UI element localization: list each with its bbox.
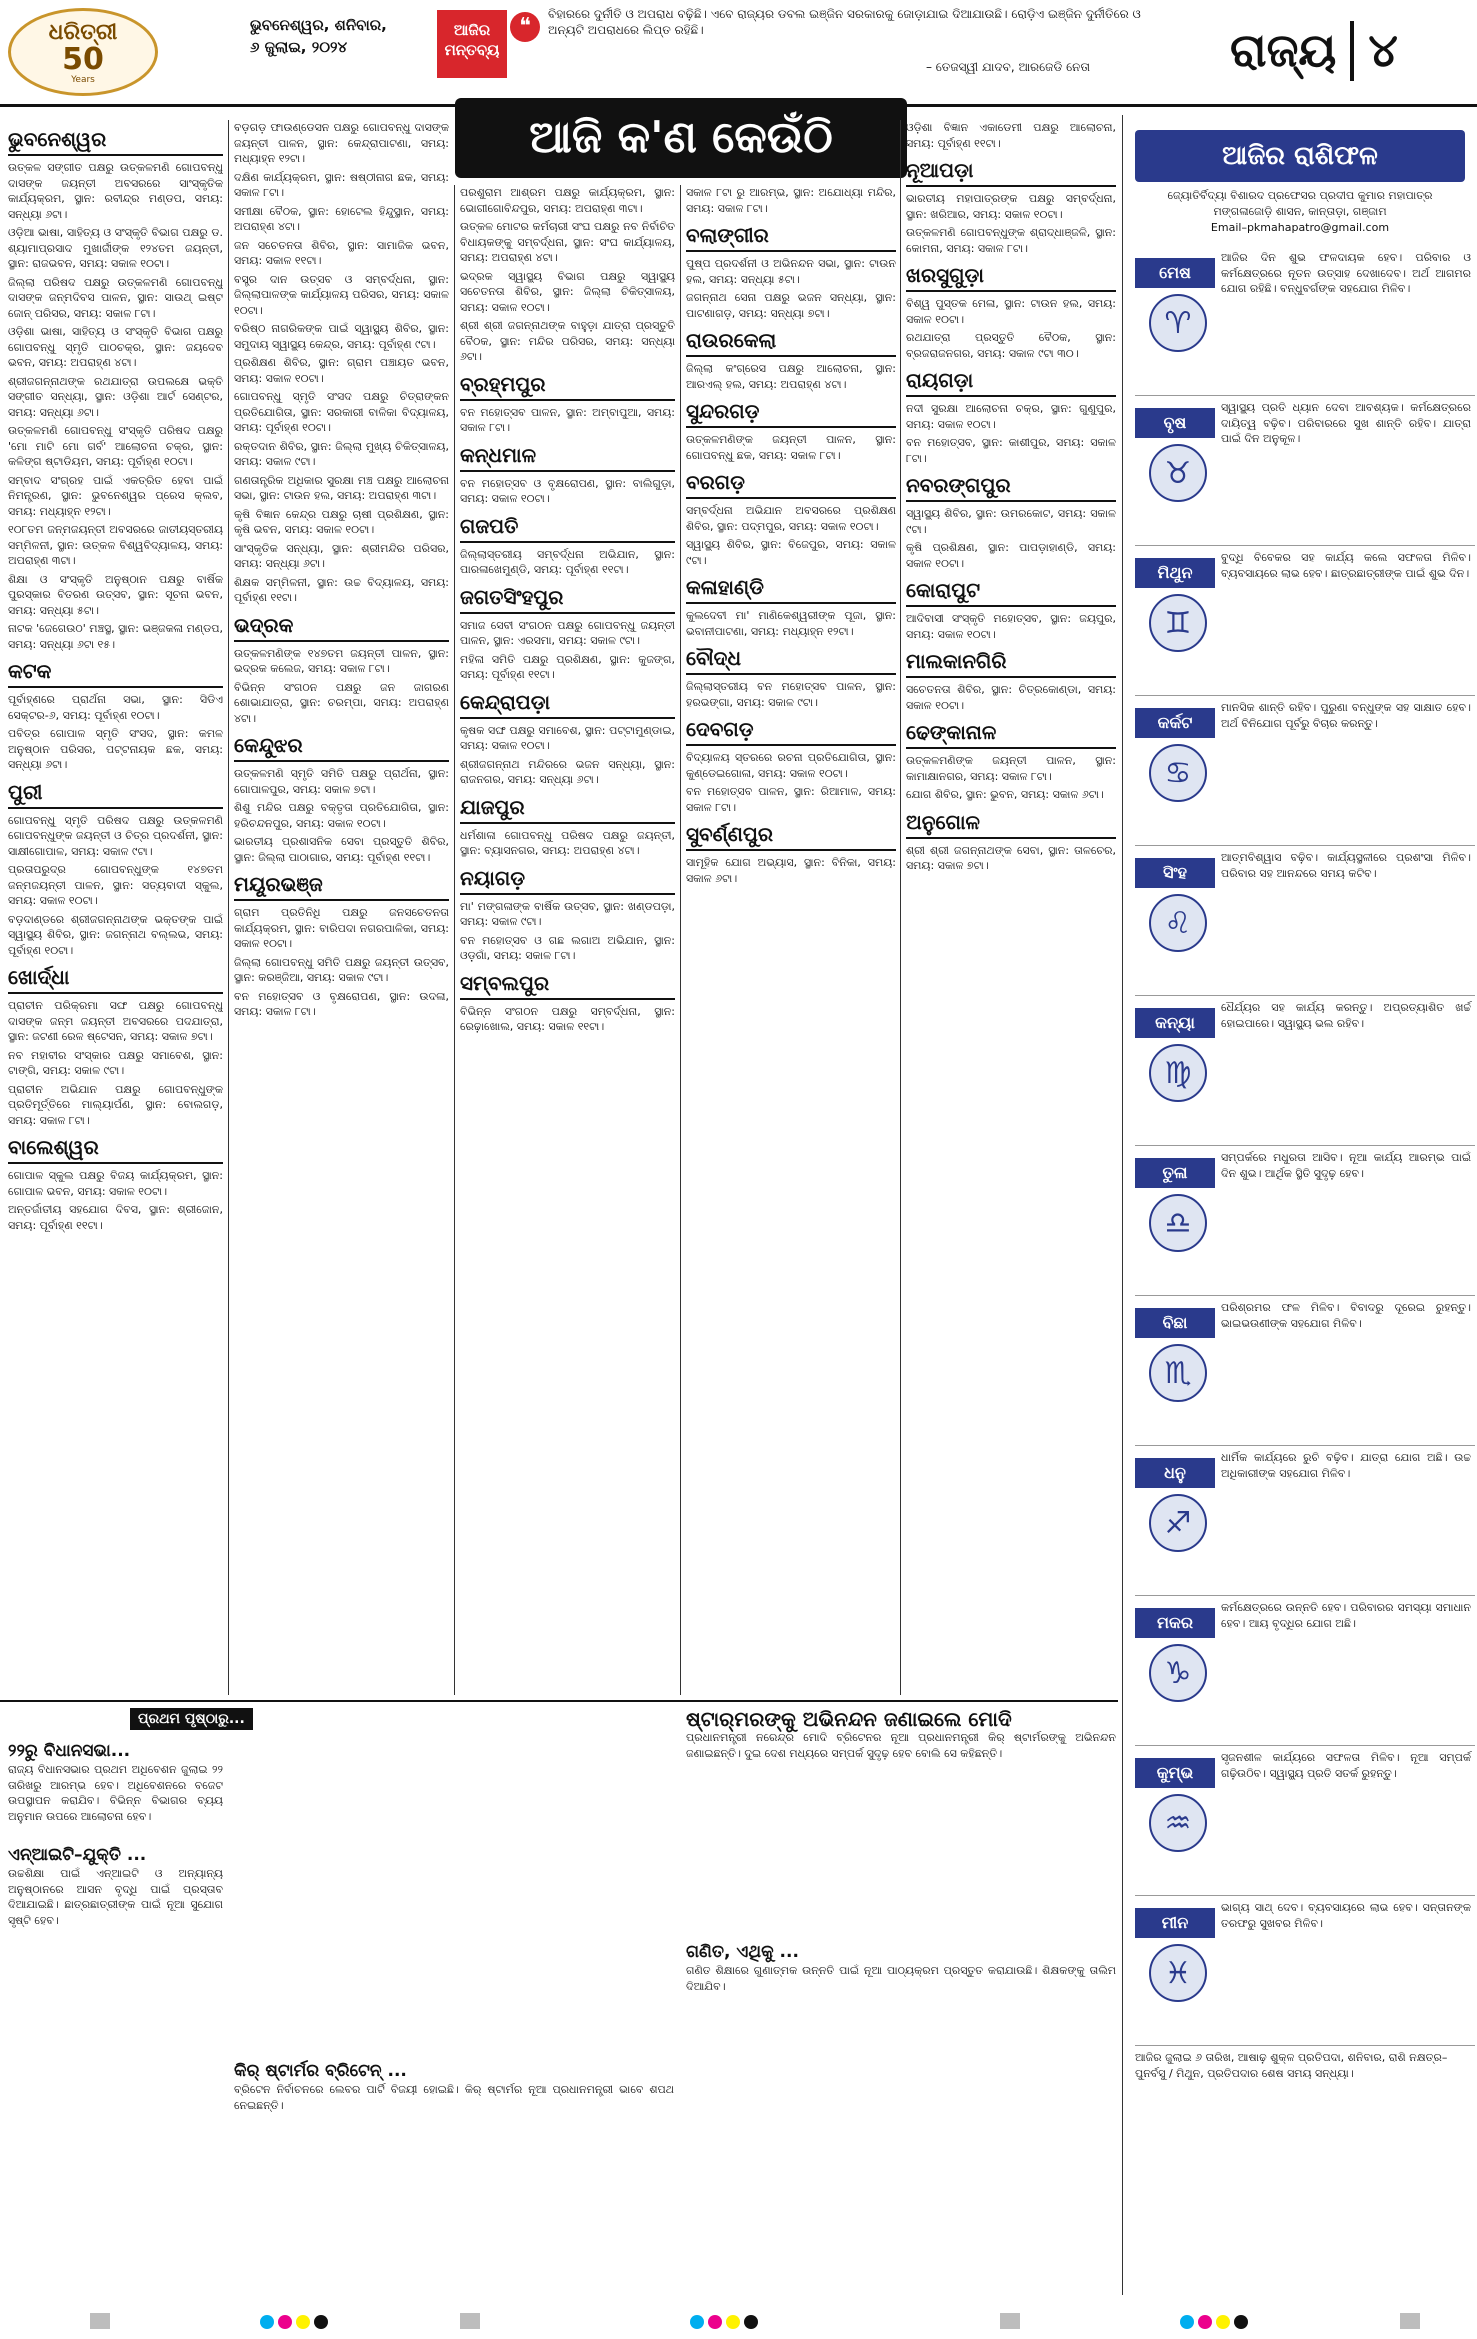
magenta-dot (708, 2315, 722, 2329)
event-item: ନବ ମହାବୀର ସଂସ୍କାର ପକ୍ଷରୁ ସମାବେଶ, ସ୍ଥାନ: ଟାଙ୍ଗି, ସମୟ: ସକାଳ ୯ଟା। (8, 1048, 223, 1077)
event-item: ସାମୂହିକ ଯୋଗ ଅଭ୍ୟାସ, ସ୍ଥାନ: ବିନିକା, ସମୟ: ସକାଳ ୬ଟା। (686, 856, 896, 885)
event-item: ଜିଲ୍ଲାସ୍ତରୀୟ ବନ ମହୋତ୍ସବ ପାଳନ, ସ୍ଥାନ: ହରଭଙ୍ଗା, ସମୟ: ସକାଳ ୯ଟା। (686, 680, 896, 709)
event-item: ସମାଜ ସେବୀ ସଂଗଠନ ପକ୍ଷରୁ ଗୋପବନ୍ଧୁ ଜୟନ୍ତୀ ପାଳନ, ସ୍ଥାନ: ଏରସମା, ସମୟ: ସକାଳ ୯ଟା। (460, 618, 675, 647)
rashi-name: ମକର (1135, 1608, 1215, 1638)
event-item: ଉତ୍କଳମଣିଙ୍କ ୧୪୭ତମ ଜୟନ୍ତୀ ପାଳନ, ସ୍ଥାନ: ଭଦ୍ରକ କଲେଜ, ସମୟ: ସକାଳ ୮ଟା। (234, 646, 449, 675)
section-name: ରାଜ୍ୟ (1230, 22, 1337, 77)
event-item: ଉତ୍କଳମଣି ସ୍ମୃତି ସମିତି ପକ୍ଷରୁ ପ୍ରାର୍ଥନା, ସ୍ଥାନ: ଗୋପାଳପୁର, ସମୟ: ସକାଳ ୭ଟା। (234, 767, 449, 796)
rashi-name: ମୀନ (1135, 1908, 1215, 1938)
event-item: ଆଦିବାସୀ ସଂସ୍କୃତି ମହୋତ୍ସବ, ସ୍ଥାନ: ଜୟପୁର, ସମୟ: ସକାଳ ୧୦ଟା। (906, 612, 1116, 641)
district-heading: ଗଜପତି (460, 513, 675, 543)
event-item: ଜିଲ୍ଲାସ୍ତରୀୟ ସମ୍ବର୍ଦ୍ଧନା ଅଭିଯାନ, ସ୍ଥାନ: ପାରଳାଖେମୁଣ୍ଡି, ସମୟ: ପୂର୍ବାହ୍ଣ ୧୧ଟା। (460, 547, 675, 576)
front-page-tag-label: ପ୍ରଥମ ପୃଷ୍ଠାରୁ... (130, 1708, 253, 1730)
rashi-prediction: ଧୈର୍ଯ୍ୟର ସହ କାର୍ଯ୍ୟ କରନ୍ତୁ। ଅପ୍ରତ୍ୟାଶିତ ଖର୍ଚ୍ଚ ହୋଇପାରେ। ସ୍ୱାସ୍ଥ୍ୟ ଭଲ ରହିବ। (1221, 1001, 1471, 1030)
district-heading: ନବରଙ୍ଗପୁର (906, 472, 1116, 502)
district-heading: ଖରସୁଗୁଡ଼ା (906, 262, 1116, 292)
rashi-entry (1135, 1146, 1475, 1296)
event-item: ବନ ମହୋତ୍ସବ ପାଳନ, ସ୍ଥାନ: ରିଆମାଳ, ସମୟ: ସକାଳ ୮ଟା। (686, 785, 896, 814)
rashi-entry (1135, 1746, 1475, 1896)
district-heading: କୋରାପୁଟ (906, 577, 1116, 607)
event-item: ଦକ୍ଷିଣ କାର୍ଯ୍ୟକ୍ରମ, ସ୍ଥାନ: ଷଷ୍ଠୀନାଗ ଛକ, ସମୟ: ସକାଳ ୮ଟା। (234, 170, 449, 199)
event-item: ଗୋପବନ୍ଧୁ ସ୍ମୃତି ସଂସଦ ପକ୍ଷରୁ ଚିତ୍ରାଙ୍କନ ପ୍ରତିଯୋଗିତା, ସ୍ଥାନ: ସରକାରୀ ବାଳିକା ବିଦ୍ୟାଳୟ, ସମୟ: ପୂର୍ବାହ୍ଣ ୧୦ଟା। (234, 390, 449, 434)
events-column-4 (686, 185, 896, 1695)
rashi-name: କୁମ୍ଭ (1135, 1758, 1215, 1788)
event-item: ଜିଲ୍ଲା କଂଗ୍ରେସ ପକ୍ଷରୁ ଆଲୋଚନା, ସ୍ଥାନ: ଆରଏଲ୍ ହଲ, ସମୟ: ଅପରାହ୍ଣ ୪ଟା। (686, 362, 896, 391)
story-text: ଗଣିତ ଶିକ୍ଷାରେ ଗୁଣାତ୍ମକ ଉନ୍ନତି ପାଇଁ ନୂଆ ପାଠ୍ୟକ୍ରମ ପ୍ରସ୍ତୁତ କରାଯାଉଛି। ଶିକ୍ଷକଙ୍କୁ ତାଲିମ ଦିଆଯିବ। (686, 1964, 1116, 1993)
rashi-prediction: ଭାଗ୍ୟ ସାଥ୍ ଦେବ। ବ୍ୟବସାୟରେ ଲାଭ ହେବ। ସନ୍ତାନଙ୍କ ତରଫରୁ ସୁଖବର ମିଳିବ। (1221, 1901, 1471, 1930)
event-item: ଭଦ୍ରକ ସ୍ୱାସ୍ଥ୍ୟ ବିଭାଗ ପକ୍ଷରୁ ସ୍ୱାସ୍ଥ୍ୟ ସଚେତନତା ଶିବିର, ସ୍ଥାନ: ଜିଲ୍ଲା ଚିକିତ୍ସାଳୟ, ସମୟ: ସକାଳ ୧୦ଟା। (460, 269, 675, 314)
zodiac-icon: ♍ (1149, 1044, 1207, 1102)
events-column-5 (906, 120, 1116, 1695)
event-item: ପ୍ରଶିକ୍ଷଣ ଶିବିର, ସ୍ଥାନ: ଗ୍ରାମ ପଞ୍ଚାୟତ ଭବନ, ସମୟ: ସକାଳ ୧୦ଟା। (234, 356, 449, 385)
district-heading: କଟକ (8, 658, 223, 688)
logo-name: ଧରିତ୍ରୀ (48, 19, 118, 45)
logo-years: 50 (62, 41, 104, 77)
quote-text: ବିହାରରେ ଦୁର୍ନୀତି ଓ ଅପରାଧ ବଢ଼ିଛି। ଏବେ ରାଜ୍ୟର ଡବଲ ଇଞ୍ଜିନ ସରକାରକୁ ଜୋଡ଼ାଯାଇ ଦିଆଯାଉଛି। ରୋଡ଼ିଏ ଇଞ୍ଜିନ ଦୁର୍ନୀତିରେ ଓ ଅନ୍ୟଟି ଅପରାଧରେ ଲିପ୍ତ ରହିଛି। (548, 7, 1141, 37)
zodiac-icon: ♐ (1149, 1494, 1207, 1552)
story-text: ପ୍ରଧାନମନ୍ତ୍ରୀ ନରେନ୍ଦ୍ର ମୋଦି ବ୍ରିଟେନର ନୂଆ ପ୍ରଧାନମନ୍ତ୍ରୀ କିର୍ ଷ୍ଟାର୍ମରଙ୍କୁ ଅଭିନନ୍ଦନ ଜଣାଇଛନ୍ତି। ଦୁଇ ଦେଶ ମଧ୍ୟରେ ସମ୍ପର୍କ ସୁଦୃଢ଼ ହେବ ବୋଲି ସେ କହିଛନ୍ତି। (686, 1731, 1116, 1760)
black-dot (744, 2315, 758, 2329)
event-item: ଉତ୍କଳମଣି ଗୋପବନ୍ଧୁ ସଂସ୍କୃତି ପରିଷଦ ପକ୍ଷରୁ 'ମୋ ମାଟି ମୋ ଗର୍ବ' ଆଲୋଚନା ଚକ୍ର, ସ୍ଥାନ: କଳିଙ୍ଗ ଷ୍ଟାଡିୟମ, ସମୟ: ପୂର୍ବାହ୍ଣ ୧୦ଟା। (8, 424, 223, 468)
print-registration-marks (0, 2305, 1477, 2335)
event-item: ଜଗନ୍ନାଥ ସେନା ପକ୍ଷରୁ ଭଜନ ସନ୍ଧ୍ୟା, ସ୍ଥାନ: ପାଟଣାଗଡ଼, ସମୟ: ସନ୍ଧ୍ୟା ୭ଟା। (686, 291, 896, 320)
event-item: ଭାରତୀୟ ମହାପାତ୍ରଙ୍କ ପକ୍ଷରୁ ସମ୍ବର୍ଦ୍ଧନା, ସ୍ଥାନ: ଖରିଆର, ସମୟ: ସକାଳ ୧୦ଟା। (906, 192, 1116, 221)
column-divider (900, 120, 901, 1695)
event-item: ଗୋପବନ୍ଧୁ ସ୍ମୃତି ପରିଷଦ ପକ୍ଷରୁ ଉତ୍କଳମଣି ଗୋପବନ୍ଧୁଙ୍କ ଜୟନ୍ତୀ ଓ ଚିତ୍ର ପ୍ରଦର୍ଶନୀ, ସ୍ଥାନ: ସାକ୍ଷୀଗୋପାଳ, ସମୟ: ସକାଳ ୯ଟା। (8, 813, 223, 858)
event-item: ଅନ୍ତର୍ଜାତୀୟ ସହଯୋଗ ଦିବସ, ସ୍ଥାନ: ଶ୍ରୀଜୋନ, ସମୟ: ପୂର୍ବାହ୍ଣ ୧୧ଟା। (8, 1203, 223, 1232)
event-item: ଶିଶୁ ମନ୍ଦିର ପକ୍ଷରୁ ବକ୍ତୃତା ପ୍ରତିଯୋଗିତା, ସ୍ଥାନ: ହରିଚନ୍ଦନପୁର, ସମୟ: ସକାଳ ୧୦ଟା। (234, 801, 449, 830)
event-item: କୃଷକ ସଙ୍ଘ ପକ୍ଷରୁ ସମାବେଶ, ସ୍ଥାନ: ପଟ୍ଟାମୁଣ୍ଡାଇ, ସମୟ: ସକାଳ ୧୦ଟା। (460, 723, 675, 752)
district-heading: ଦେବଗଡ଼ (686, 716, 896, 746)
event-item: ପ୍ରାଚୀନ ପରିକ୍ରମା ସଙ୍ଘ ପକ୍ଷରୁ ଗୋପବନ୍ଧୁ ଦାସଙ୍କ ଜନ୍ମ ଜୟନ୍ତୀ ଅବସରରେ ପଦଯାତ୍ରା, ସ୍ଥାନ: ଜଟଣୀ ରେଳ ଷ୍ଟେସନ, ସମୟ: ସକାଳ ୭ଟା। (8, 999, 223, 1043)
event-item: ନଦୀ ସୁରକ୍ଷା ଆଲୋଚନା ଚକ୍ର, ସ୍ଥାନ: ଗୁଣୁପୁର, ସମୟ: ସକାଳ ୧୦ଟା। (906, 402, 1116, 431)
district-heading: ସମ୍ବଲପୁର (460, 970, 675, 1000)
story-text: ଉଚ୍ଚଶିକ୍ଷା ପାଇଁ ଏନ୍‌ଆଇଟି ଓ ଅନ୍ୟାନ୍ୟ ଅନୁଷ୍ଠାନରେ ଆସନ ବୃଦ୍ଧି ପାଇଁ ପ୍ରସ୍ତାବ ଦିଆଯାଇଛି। ଛାତ୍ରଛାତ୍ରୀଙ୍କ ପାଇଁ ନୂଆ ସୁଯୋଗ ସୃଷ୍ଟି ହେବ। (8, 1867, 223, 1927)
magenta-dot (1198, 2315, 1212, 2329)
event-item: ଉତ୍କଳ ସଙ୍ଗୀତ ପକ୍ଷରୁ ଉତ୍କଳମଣି ଗୋପବନ୍ଧୁ ଦାସଙ୍କ ଜୟନ୍ତୀ ଅବସରରେ ସାଂସ୍କୃତିକ କାର୍ଯ୍ୟକ୍ରମ, ସ୍ଥାନ: ରବୀନ୍ଦ୍ର ମଣ୍ଡପ, ସମୟ: ସନ୍ଧ୍ୟା ୬ଟା। (8, 161, 223, 221)
event-item: ବିଦ୍ୟାଳୟ ସ୍ତରରେ ରଚନା ପ୍ରତିଯୋଗିତା, ସ୍ଥାନ: କୁଣ୍ଡେଇଗୋଳା, ସମୟ: ସକାଳ ୧୦ଟା। (686, 751, 896, 780)
event-item: ପ୍ରତାପରୁଦ୍ର ଗୋପବନ୍ଧୁଙ୍କ ୧୪୭ତମ ଜନ୍ମଜୟନ୍ତୀ ପାଳନ, ସ୍ଥାନ: ସତ୍ୟବାଦୀ ସ୍କୁଲ, ସମୟ: ସକାଳ ୧୦ଟା। (8, 863, 223, 907)
rashi-entry (1135, 1596, 1475, 1746)
district-heading: ବଲାଙ୍ଗୀର (686, 222, 896, 252)
date: ୬ ଜୁଲାଇ, ୨୦୨୪ (250, 38, 348, 56)
cyan-dot (260, 2315, 274, 2329)
newspaper-logo (8, 8, 158, 96)
event-item: ସମୀକ୍ଷା ବୈଠକ, ସ୍ଥାନ: ହୋଟେଲ ହିନ୍ଦୁସ୍ଥାନ, ସମୟ: ଅପରାହ୍ଣ ୪ଟା। (234, 204, 449, 233)
event-item: ଜିଲ୍ଲା ଗୋପବନ୍ଧୁ ସମିତି ପକ୍ଷରୁ ଜୟନ୍ତୀ ଉତ୍ସବ, ସ୍ଥାନ: କରଞ୍ଜିଆ, ସମୟ: ସକାଳ ୯ଟା। (234, 955, 449, 984)
dateline (250, 14, 420, 58)
story-headline: ଗଣିତ, ଏଥିକୁ ... (686, 1942, 799, 1962)
district-heading: ଖୋର୍ଦ୍ଧା (8, 964, 223, 994)
event-item: ସଚେତନତା ଶିବିର, ସ୍ଥାନ: ଚିତ୍ରକୋଣ୍ଡା, ସମୟ: ସକାଳ ୧୦ଟା। (906, 683, 1116, 712)
district-heading: ବାଲେଶ୍ୱର (8, 1134, 223, 1164)
event-item: ବରିଷ୍ଠ ନାଗରିକଙ୍କ ପାଇଁ ସ୍ୱାସ୍ଥ୍ୟ ଶିବିର, ସ୍ଥାନ: ସମୁଦାୟ ସ୍ୱାସ୍ଥ୍ୟ କେନ୍ଦ୍ର, ସମୟ: ପୂର୍ବାହ୍ଣ ୯ଟା। (234, 322, 449, 351)
column-divider (1122, 115, 1123, 2295)
events-column-1 (8, 120, 223, 1695)
registration-mark (90, 2313, 110, 2329)
zodiac-icon: ♊ (1149, 594, 1207, 652)
zodiac-icon: ♎ (1149, 1194, 1207, 1252)
front-page-tag (130, 1708, 253, 1727)
district-heading: ପୁରୀ (8, 779, 223, 809)
lower-column-1 (8, 1740, 223, 2300)
story-headline: ୨୨ରୁ ବିଧାନସଭା... (8, 1741, 131, 1761)
yellow-dot (726, 2315, 740, 2329)
event-item: ଓଡ଼ିଶା ଭାଷା, ସାହିତ୍ୟ ଓ ସଂସ୍କୃତି ବିଭାଗ ପକ୍ଷରୁ ଗୋପବନ୍ଧୁ ସ୍ମୃତି ପାଠଚକ୍ର, ସ୍ଥାନ: ଜୟଦେବ ଭବନ, ସମୟ: ଅପରାହ୍ଣ ୪ଟା। (8, 325, 223, 369)
lower-column-3 (686, 1708, 1116, 2298)
event-item: ଗ୍ରାମ ପ୍ରତିନିଧି ପକ୍ଷରୁ ଜନସଚେତନତା କାର୍ଯ୍ୟକ୍ରମ, ସ୍ଥାନ: ବାରିପଦା ନଗରପାଳିକା, ସମୟ: ସକାଳ ୧୦ଟା। (234, 906, 449, 950)
rashi-name: କର୍କଟ (1135, 708, 1215, 738)
black-dot (314, 2315, 328, 2329)
magenta-dot (278, 2315, 292, 2329)
event-item: ବିଭିନ୍ନ ସଂଗଠନ ପକ୍ଷରୁ ସମ୍ବର୍ଦ୍ଧନା, ସ୍ଥାନ: ରେଢ଼ାଖୋଲ, ସମୟ: ସକାଳ ୧୧ଟା। (460, 1004, 675, 1033)
event-item: ଜିଲ୍ଲା ପରିଷଦ ପକ୍ଷରୁ ଉତ୍କଳମଣି ଗୋପବନ୍ଧୁ ଦାସଙ୍କ ଜନ୍ମଦିବସ ପାଳନ, ସ୍ଥାନ: ସାଉଥ୍ ଇଷ୍ଟ ଜୋନ୍ ପରିସର, ସମୟ: ସକାଳ ୮ଟା। (8, 275, 223, 320)
cyan-dot (690, 2315, 704, 2329)
rashi-prediction: କର୍ମକ୍ଷେତ୍ରରେ ଉନ୍ନତି ହେବ। ପରିବାରର ସମସ୍ୟା ସମାଧାନ ହେବ। ଆୟ ବୃଦ୍ଧିର ଯୋଗ ଅଛି। (1221, 1601, 1471, 1630)
district-heading: କେନ୍ଦୁଝର (234, 732, 449, 762)
event-item: ଉତ୍କଳ ମୋଟର କର୍ମଚାରୀ ସଂଘ ପକ୍ଷରୁ ନବ ନିର୍ବାଚିତ ବିଧାୟକଙ୍କୁ ସମ୍ବର୍ଦ୍ଧନା, ସ୍ଥାନ: ସଂଘ କାର୍ଯ୍ୟାଳୟ, ସମୟ: ଅପରାହ୍ଣ ୪ଟା। (460, 220, 675, 264)
astrologer-address: ମଙ୍ଗଳାଜୋଡ଼ି ଶାସନ, କାନ୍ତାଡ଼ା, ଗଞ୍ଜାମ (1213, 205, 1387, 218)
event-item: ବିଶ୍ୱ ପୁସ୍ତକ ମେଳା, ସ୍ଥାନ: ଟାଉନ ହଲ, ସମୟ: ସକାଳ ୧୦ଟା। (906, 297, 1116, 326)
event-item: ରକ୍ତଦାନ ଶିବିର, ସ୍ଥାନ: ଜିଲ୍ଲା ମୁଖ୍ୟ ଚିକିତ୍ସାଳୟ, ସମୟ: ସକାଳ ୯ଟା। (234, 439, 449, 468)
rashi-entry (1135, 1446, 1475, 1596)
rashi-name: ମେଷ (1135, 258, 1215, 288)
event-item: ମା' ମଙ୍ଗଳାଙ୍କ ବାର୍ଷିକ ଉତ୍ସବ, ସ୍ଥାନ: ଖଣ୍ଡପଡ଼ା, ସମୟ: ସକାଳ ୯ଟା। (460, 899, 675, 928)
city-day: ଭୁବନେଶ୍ୱର, ଶନିବାର, (250, 16, 387, 34)
story-headline: କିର୍ ଷ୍ଟାର୍ମର ବ୍ରିଟେନ୍ ... (234, 2061, 407, 2081)
event-item: ଓଡ଼ିଶା ବିଜ୍ଞାନ ଏକାଡେମୀ ପକ୍ଷରୁ ଆଲୋଚନା, ସମୟ: ପୂର୍ବାହ୍ଣ ୧୧ଟା। (906, 121, 1116, 150)
event-item: ଶିକ୍ଷା ଓ ସଂସ୍କୃତି ଅନୁଷ୍ଠାନ ପକ୍ଷରୁ ବାର୍ଷିକ ପୁରସ୍କାର ବିତରଣ ଉତ୍ସବ, ସ୍ଥାନ: ସୂଚନା ଭବନ, ସମୟ: ସନ୍ଧ୍ୟା ୫ଟା। (8, 572, 223, 617)
rashi-entry (1135, 996, 1475, 1146)
event-item: ଉତ୍କଳମଣିଙ୍କ ଜୟନ୍ତୀ ପାଳନ, ସ୍ଥାନ: କାମାକ୍ଷାନଗର, ସମୟ: ସକାଳ ୮ଟା। (906, 754, 1116, 783)
event-item: ବନ ମହୋତ୍ସବ ଓ ବୃକ୍ଷରୋପଣ, ସ୍ଥାନ: ବାଲିଗୁଡ଼ା, ସମୟ: ସକାଳ ୧୦ଟା। (460, 476, 675, 505)
event-item: ବନ ମହୋତ୍ସବ ପାଳନ, ସ୍ଥାନ: ଅମ୍ବାପୁଆ, ସମୟ: ସକାଳ ୮ଟା। (460, 405, 675, 434)
event-item: ଶ୍ରୀ ଶ୍ରୀ ଜଗନ୍ନାଥଙ୍କ ସେବା, ସ୍ଥାନ: ତାଳଚେର, ସମୟ: ସକାଳ ୭ଟା। (906, 843, 1116, 872)
zodiac-icon: ♌ (1149, 894, 1207, 952)
event-item: ବିଭିନ୍ନ ସଂଗଠନ ପକ୍ଷରୁ ଜନ ଜାଗରଣ ଶୋଭାଯାତ୍ରା, ସ୍ଥାନ: ଚରମ୍ପା, ସମୟ: ଅପରାହ୍ଣ ୪ଟା। (234, 680, 449, 725)
masthead (0, 0, 1477, 105)
event-item: ଓଡ଼ିଆ ଭାଷା, ସାହିତ୍ୟ ଓ ସଂସ୍କୃତି ବିଭାଗ ପକ୍ଷରୁ ଡ. ଶ୍ୟାମାପ୍ରସାଦ ମୁଖାର୍ଜୀଙ୍କ ୧୨୪ତମ ଜୟନ୍ତୀ, ସ୍ଥାନ: ରାଜଭବନ, ସମୟ: ସକାଳ ୧୦ଟା। (8, 226, 223, 270)
story-text: ବ୍ରିଟେନ ନିର୍ବାଚନରେ ଲେବର ପାର୍ଟି ବିଜୟୀ ହୋଇଛି। କିର୍ ଷ୍ଟାର୍ମର ନୂଆ ପ୍ରଧାନମନ୍ତ୍ରୀ ଭାବେ ଶପଥ ନେଇଛନ୍ତି। (234, 2083, 674, 2112)
event-item: ମହିଳା ସମିତି ପକ୍ଷରୁ ପ୍ରଶିକ୍ଷଣ, ସ୍ଥାନ: କୁଜଙ୍ଗ, ସମୟ: ପୂର୍ବାହ୍ଣ ୧୧ଟା। (460, 652, 675, 681)
rashi-prediction: ଆତ୍ମବିଶ୍ୱାସ ବଢ଼ିବ। କାର୍ଯ୍ୟସ୍ଥଳୀରେ ପ୍ରଶଂସା ମିଳିବ। ପରିବାର ସହ ଆନନ୍ଦରେ ସମୟ କଟିବ। (1221, 851, 1471, 880)
district-heading: ଅନୁଗୋଳ (906, 809, 1116, 839)
zodiac-icon: ♑ (1149, 1644, 1207, 1702)
zodiac-icon: ♒ (1149, 1794, 1207, 1852)
quote-icon: ❝ (510, 12, 540, 42)
astrologer-info (1135, 188, 1465, 236)
rashi-prediction: ଧାର୍ମିକ କାର୍ଯ୍ୟରେ ରୁଚି ବଢ଼ିବ। ଯାତ୍ରା ଯୋଗ ଅଛି। ଉଚ୍ଚ ଅଧିକାରୀଙ୍କ ସହଯୋଗ ମିଳିବ। (1221, 1451, 1471, 1480)
quote-badge: ଆଜିର ମନ୍ତବ୍ୟ (437, 10, 507, 78)
district-heading: ଭଦ୍ରକ (234, 612, 449, 642)
event-item: ଉତ୍କଳମଣିଙ୍କ ଜୟନ୍ତୀ ପାଳନ, ସ୍ଥାନ: ଗୋପବନ୍ଧୁ ଛକ, ସମୟ: ସକାଳ ୮ଟା। (686, 433, 896, 462)
events-column-3 (460, 185, 675, 1695)
event-item: ବସ୍ତ୍ର ଦାନ ଉତ୍ସବ ଓ ସମ୍ବର୍ଦ୍ଧନା, ସ୍ଥାନ: ଜିଲ୍ଲାପାଳଙ୍କ କାର୍ଯ୍ୟାଳୟ ପରିସର, ସମୟ: ସକାଳ ୧୦ଟା। (234, 272, 449, 317)
district-heading: ମାଲକାନଗିରି (906, 648, 1116, 678)
event-item: ଶ୍ରୀଜଗନ୍ନାଥ ମନ୍ଦିରରେ ଭଜନ ସନ୍ଧ୍ୟା, ସ୍ଥାନ: ରାଜନଗର, ସମୟ: ସନ୍ଧ୍ୟା ୬ଟା। (460, 757, 675, 786)
black-dot (1234, 2315, 1248, 2329)
event-item: ପରଶୁରାମ ଆଶ୍ରମ ପକ୍ଷରୁ କାର୍ଯ୍ୟକ୍ରମ, ସ୍ଥାନ: ଭୋଗୀଗୋବିନ୍ଦପୁର, ସମୟ: ଅପରାହ୍ଣ ୩ଟା। (460, 186, 675, 215)
district-heading: ଢେଙ୍କାନାଳ (906, 719, 1116, 749)
rashi-prediction: ମାନସିକ ଶାନ୍ତି ରହିବ। ପୁରୁଣା ବନ୍ଧୁଙ୍କ ସହ ସାକ୍ଷାତ ହେବ। ଅର୍ଥ ବିନିଯୋଗ ପୂର୍ବରୁ ବିଚାର କରନ୍ତୁ। (1221, 701, 1471, 730)
rashi-entry (1135, 246, 1475, 396)
event-item: କୃଷି ପ୍ରଶିକ୍ଷଣ, ସ୍ଥାନ: ପାପଡ଼ାହାଣ୍ଡି, ସମୟ: ସକାଳ ୧୦ଟା। (906, 541, 1116, 570)
event-item: ଶିକ୍ଷକ ସମ୍ମିଳନୀ, ସ୍ଥାନ: ଉଚ୍ଚ ବିଦ୍ୟାଳୟ, ସମୟ: ପୂର୍ବାହ୍ଣ ୧୧ଟା। (234, 575, 449, 604)
rashi-name: ବିଛା (1135, 1308, 1215, 1338)
district-heading: ନୂଆପଡ଼ା (906, 157, 1116, 187)
rashi-name: ତୁଳା (1135, 1158, 1215, 1188)
district-heading: ଯାଜପୁର (460, 794, 675, 824)
registration-mark (1400, 2313, 1420, 2329)
cyan-dot (1180, 2315, 1194, 2329)
zodiac-icon: ♉ (1149, 444, 1207, 502)
page-number: ୪ (1368, 22, 1398, 77)
rashi-entry (1135, 546, 1475, 696)
yellow-dot (296, 2315, 310, 2329)
rashi-entry (1135, 1296, 1475, 1446)
event-item: ବନ ମହୋତ୍ସବ, ସ୍ଥାନ: କାଶୀପୁର, ସମୟ: ସକାଳ ୮ଟା। (906, 436, 1116, 465)
rashi-prediction: ସମ୍ପର୍କରେ ମଧୁରତା ଆସିବ। ନୂଆ କାର୍ଯ୍ୟ ଆରମ୍ଭ ପାଇଁ ଦିନ ଶୁଭ। ଆର୍ଥିକ ସ୍ଥିତି ସୁଦୃଢ଼ ହେବ। (1221, 1151, 1471, 1180)
district-heading: ବୌଦ୍ଧ (686, 645, 896, 675)
zodiac-icon: ♏ (1149, 1344, 1207, 1402)
event-item: ସ୍ୱାସ୍ଥ୍ୟ ଶିବିର, ସ୍ଥାନ: ଉମରକୋଟ, ସମୟ: ସକାଳ ୯ଟା। (906, 507, 1116, 536)
event-item: ଗଣତାନ୍ତ୍ରିକ ଅଧିକାର ସୁରକ୍ଷା ମଞ୍ଚ ପକ୍ଷରୁ ଆଲୋଚନା ସଭା, ସ୍ଥାନ: ଟାଉନ ହଲ, ସମୟ: ଅପରାହ୍ଣ ୩ଟା। (234, 473, 449, 502)
rashi-name: ଧନୁ (1135, 1458, 1215, 1488)
column-divider (680, 185, 681, 1695)
event-item: ବଡ଼ଗଡ଼ ଫାଉଣ୍ଡେସନ ପକ୍ଷରୁ ଗୋପବନ୍ଧୁ ଦାସଙ୍କ ଜୟନ୍ତୀ ପାଳନ, ସ୍ଥାନ: କେନ୍ଦ୍ରାପାଟଣା, ସମୟ: ମଧ୍ୟାହ୍ନ ୧୨ଟା। (234, 121, 449, 165)
rashi-prediction: ପରିଶ୍ରମର ଫଳ ମିଳିବ। ବିବାଦରୁ ଦୂରେଇ ରୁହନ୍ତୁ। ଭାଇଭଉଣୀଙ୍କ ସହଯୋଗ ମିଳିବ। (1221, 1301, 1471, 1330)
rashi-name: କନ୍ୟା (1135, 1008, 1215, 1038)
event-item: ପ୍ରାଚୀନ ଅଭିଯାନ ପକ୍ଷରୁ ଗୋପବନ୍ଧୁଙ୍କ ପ୍ରତିମୂର୍ତ୍ତିରେ ମାଲ୍ୟାର୍ପଣ, ସ୍ଥାନ: ବୋଲଗଡ଼, ସମୟ: ସକାଳ ୮ଟା। (8, 1082, 223, 1127)
rashi-entry (1135, 846, 1475, 996)
district-heading: ମୟୂରଭଞ୍ଜ (234, 871, 449, 901)
event-item: ସକାଳ ୮ଟା ରୁ ଆରମ୍ଭ, ସ୍ଥାନ: ଅଯୋଧ୍ୟା ମନ୍ଦିର, ସମୟ: ସକାଳ ୮ଟା। (686, 186, 896, 215)
event-item: ବଡ଼ଦାଣ୍ଡରେ ଶ୍ରୀଜଗନ୍ନାଥଙ୍କ ଭକ୍ତଙ୍କ ପାଇଁ ସ୍ୱାସ୍ଥ୍ୟ ଶିବିର, ସ୍ଥାନ: ଜଗନ୍ନାଥ ବଲ୍ଲଭ, ସମୟ: ପୂର୍ବାହ୍ଣ ୧୦ଟା। (8, 912, 223, 957)
zodiac-icon: ♋ (1149, 744, 1207, 802)
yellow-dot (1216, 2315, 1230, 2329)
events-banner: ଆଜି କ'ଣ କେଉଁଠି (455, 98, 907, 178)
event-item: ଗୋପାଳ ସ୍କୁଲ ପକ୍ଷରୁ ବିଜୟ କାର୍ଯ୍ୟକ୍ରମ, ସ୍ଥାନ: ଗୋପାଳ ଭବନ, ସମୟ: ସକାଳ ୧୦ଟା। (8, 1169, 223, 1198)
zodiac-icon: ♈ (1149, 294, 1207, 352)
event-item: କୁଲଦେବୀ ମା' ମାଣିକେଶ୍ୱରୀଙ୍କ ପୂଜା, ସ୍ଥାନ: ଭବାନୀପାଟଣା, ସମୟ: ମଧ୍ୟାହ୍ନ ୧୨ଟା। (686, 609, 896, 638)
story-text: ରାଜ୍ୟ ବିଧାନସଭାର ପ୍ରଥମ ଅଧିବେଶନ ଜୁଲାଇ ୨୨ ତାରିଖରୁ ଆରମ୍ଭ ହେବ। ଅଧିବେଶନରେ ବଜେଟ ଉପସ୍ଥାପନ କରାଯିବ। ବିଭିନ୍ନ ବିଭାଗର ବ୍ୟୟ ଅନୁମାନ ଉପରେ ଆଲୋଚନା ହେବ। (8, 1763, 223, 1823)
column-divider (228, 120, 229, 1695)
event-item: ବନ ମହୋତ୍ସବ ଓ ବୃକ୍ଷରୋପଣ, ସ୍ଥାନ: ଉଦଳା, ସମୟ: ସକାଳ ୮ଟା। (234, 989, 449, 1018)
column-divider (454, 185, 455, 1695)
event-item: ସ୍ୱାସ୍ଥ୍ୟ ଶିବିର, ସ୍ଥାନ: ବିଜେପୁର, ସମୟ: ସକାଳ ୯ଟା। (686, 538, 896, 567)
district-heading: ରାଉରକେଲା (686, 327, 896, 357)
story-headline: ଏନ୍‌ଆଇଟି–ଯୁକ୍ତି ... (8, 1845, 147, 1865)
event-item: ଉତ୍କଳମଣି ଗୋପବନ୍ଧୁଙ୍କ ଶ୍ରାଦ୍ଧାଞ୍ଜଳି, ସ୍ଥାନ: କୋମନା, ସମୟ: ସକାଳ ୮ଟା। (906, 226, 1116, 255)
event-item: ୧୦୮ତମ ଜନ୍ମଜୟନ୍ତୀ ଅବସରରେ ଜାତୀୟସ୍ତରୀୟ ସମ୍ମିଳନୀ, ସ୍ଥାନ: ଉତ୍କଳ ବିଶ୍ୱବିଦ୍ୟାଳୟ, ସମୟ: ଅପରାହ୍ଣ ୩ଟା। (8, 523, 223, 567)
rashi-name: ମିଥୁନ (1135, 558, 1215, 588)
event-item: ଭାରତୀୟ ପ୍ରଶାସନିକ ସେବା ପ୍ରସ୍ତୁତି ଶିବିର, ସ୍ଥାନ: ଜିଲ୍ଲା ପାଠାଗାର, ସମୟ: ପୂର୍ବାହ୍ଣ ୧୧ଟା। (234, 835, 449, 864)
district-heading: ସୁନ୍ଦରଗଡ଼ (686, 398, 896, 428)
district-heading: ଭୁବନେଶ୍ୱର (8, 126, 223, 156)
astrologer-email: Email–pkmahapatro@gmail.com (1210, 221, 1390, 234)
district-heading: ବରଗଡ଼ (686, 469, 896, 499)
event-item: କୃଷି ବିଜ୍ଞାନ କେନ୍ଦ୍ର ପକ୍ଷରୁ ଚାଷୀ ପ୍ରଶିକ୍ଷଣ, ସ୍ଥାନ: କୃଷି ଭବନ, ସମୟ: ସକାଳ ୧୦ଟା। (234, 507, 449, 536)
event-item: ବନ ମହୋତ୍ସବ ଓ ଗଛ ଲଗାଅ ଅଭିଯାନ, ସ୍ଥାନ: ଓଡ଼଼ଗାଁ, ସମୟ: ସକାଳ ୮ଟା। (460, 933, 675, 962)
event-item: ଯୋଗ ଶିବିର, ସ୍ଥାନ: ଭୁବନ, ସମୟ: ସକାଳ ୬ଟା। (906, 788, 1104, 801)
district-heading: ଜଗତସିଂହପୁର (460, 584, 675, 614)
lower-column-2 (234, 1740, 674, 2300)
event-item: ନାଟକ 'ଜେଗେଉଠ' ମଞ୍ଚସ୍ଥ, ସ୍ଥାନ: ଭଞ୍ଜକଳା ମଣ୍ଡପ, ସମୟ: ସନ୍ଧ୍ୟା ୬ଟା ୧୫। (8, 622, 223, 651)
rashi-entry (1135, 696, 1475, 846)
logo-years-label: Years (71, 74, 95, 85)
event-item: ଧର୍ମଶାଳା ଗୋପବନ୍ଧୁ ପରିଷଦ ପକ୍ଷରୁ ଜୟନ୍ତୀ, ସ୍ଥାନ: ବ୍ୟାସନଗର, ସମୟ: ଅପରାହ୍ଣ ୪ଟା। (460, 828, 675, 857)
event-item: ଶ୍ରୀ ଶ୍ରୀ ଜଗନ୍ନାଥଙ୍କ ବାହୁଡ଼ା ଯାତ୍ରା ପ୍ରସ୍ତୁତି ବୈଠକ, ସ୍ଥାନ: ମନ୍ଦିର ପରିସର, ସମୟ: ସନ୍ଧ୍ୟା ୬ଟା। (460, 319, 675, 363)
rashi-prediction: ସୃଜନଶୀଳ କାର୍ଯ୍ୟରେ ସଫଳତା ମିଳିବ। ନୂଆ ସମ୍ପର୍କ ଗଢ଼ିଉଠିବ। ସ୍ୱାସ୍ଥ୍ୟ ପ୍ରତି ସତର୍କ ରୁହନ୍ତୁ। (1221, 1751, 1471, 1780)
district-heading: ନୟାଗଡ଼ (460, 865, 675, 895)
zodiac-icon: ♓ (1149, 1944, 1207, 2002)
district-heading: କେନ୍ଦ୍ରାପଡ଼ା (460, 689, 675, 719)
district-heading: ରାୟଗଡ଼ା (906, 367, 1116, 397)
registration-mark (460, 2313, 480, 2329)
events-column-2 (234, 120, 449, 1695)
story-headline: ଷ୍ଟାର୍‌ମରଙ୍କୁ ଅଭିନନ୍ଦନ ଜଣାଇଲେ ମୋଦି (686, 1708, 1012, 1731)
section-divider (1350, 21, 1354, 81)
district-heading: ସୁବର୍ଣ୍ଣପୁର (686, 821, 896, 851)
rashifal-title: ଆଜିର ରାଶିଫଳ (1135, 130, 1465, 182)
rashi-prediction: ସ୍ୱାସ୍ଥ୍ୟ ପ୍ରତି ଧ୍ୟାନ ଦେବା ଆବଶ୍ୟକ। କର୍ମକ୍ଷେତ୍ରରେ ଦାୟିତ୍ୱ ବଢ଼ିବ। ପରିବାରରେ ସୁଖ ଶାନ୍ତି ରହିବ। ଯାତ୍ରା ପାଇଁ ଦିନ ଅନୁକୂଳ। (1221, 401, 1471, 445)
registration-mark (1000, 2313, 1020, 2329)
event-item: ସମ୍ବାଦ ସଂଗ୍ରହ ପାଇଁ ଏକତ୍ରିତ ହେବା ପାଇଁ ନିମନ୍ତ୍ରଣ, ସ୍ଥାନ: ଭୁବନେଶ୍ୱର ପ୍ରେସ କ୍ଲବ, ସମୟ: ମଧ୍ୟାହ୍ନ ୧୨ଟା। (8, 473, 223, 518)
rashi-prediction: ବୁଦ୍ଧି ବିବେକର ସହ କାର୍ଯ୍ୟ କଲେ ସଫଳତା ମିଳିବ। ବ୍ୟବସାୟରେ ଲାଭ ହେବ। ଛାତ୍ରଛାତ୍ରୀଙ୍କ ପାଇଁ ଶୁଭ ଦିନ। (1221, 551, 1471, 580)
astrologer-name: ଜ୍ୟୋତିର୍ବିଦ୍ୟା ବିଶାରଦ ପ୍ରଫେସର ପ୍ରଦୀପ କୁମାର ମହାପାତ୍ର (1167, 189, 1433, 202)
rashi-entry (1135, 1896, 1475, 2046)
district-heading: କଳାହାଣ୍ଡି (686, 574, 896, 604)
lower-rule (0, 1700, 1118, 1702)
section-header (1230, 8, 1470, 93)
district-heading: ବ୍ରହ୍ମପୁର (460, 371, 675, 401)
rashi-entry (1135, 396, 1475, 546)
district-heading: କନ୍ଧମାଳ (460, 442, 675, 472)
event-item: ପୁଷ୍ପ ପ୍ରଦର୍ଶନୀ ଓ ଅଭିନନ୍ଦନ ସଭା, ସ୍ଥାନ: ଟାଉନ ହଲ, ସମୟ: ସନ୍ଧ୍ୟା ୫ଟା। (686, 257, 896, 286)
event-item: ସାଂସ୍କୃତିକ ସନ୍ଧ୍ୟା, ସ୍ଥାନ: ଶ୍ରୀମନ୍ଦିର ପରିସର, ସମୟ: ସନ୍ଧ୍ୟା ୬ଟା। (234, 541, 449, 570)
event-item: ଜନ ସଚେତନତା ଶିବିର, ସ୍ଥାନ: ସାମାଜିକ ଭବନ, ସମୟ: ସକାଳ ୧୧ଟା। (234, 238, 449, 267)
event-item: ଶ୍ରୀଜଗନ୍ନାଥଙ୍କ ରଥଯାତ୍ରା ଉପଲକ୍ଷେ ଭକ୍ତି ସଙ୍ଗୀତ ସନ୍ଧ୍ୟା, ସ୍ଥାନ: ଓଡ଼ିଶା ଆର୍ଟ ସେଣ୍ଟର, ସମୟ: ସନ୍ଧ୍ୟା ୬ଟା। (8, 374, 223, 419)
quote-author: – ତେଜସ୍ୱୀ ଯାଦବ, ଆରଜେଡି ନେତା (925, 60, 1090, 74)
rashi-name: ବୃଷ (1135, 408, 1215, 438)
event-item: ପୂର୍ବାହ୍ଣରେ ପ୍ରାର୍ଥନା ସଭା, ସ୍ଥାନ: ସିଡିଏ ସେକ୍ଟର-୬, ସମୟ: ପୂର୍ବାହ୍ଣ ୧୦ଟା। (8, 693, 223, 722)
rashi-name: ସିଂହ (1135, 858, 1215, 888)
panji-note: ଆଜିର ଜୁଲାଇ ୬ ତାରିଖ, ଆଷାଢ଼ ଶୁକ୍ଳ ପ୍ରତିପଦା, ଶନିବାର, ରାଶି ନକ୍ଷତ୍ର–ପୁନର୍ବସୁ / ମିଥୁନ, ପ୍ରତିପଦାର ଶେଷ ସମୟ ସନ୍ଧ୍ୟା। (1135, 2051, 1448, 2080)
rashi-prediction: ଆଜିର ଦିନ ଶୁଭ ଫଳଦାୟକ ହେବ। ପରିବାର ଓ କର୍ମକ୍ଷେତ୍ରରେ ନୂତନ ଉତ୍ସାହ ଦେଖାଦେବ। ଅର୍ଥ ଆଗମର ଯୋଗ ରହିଛି। ବନ୍ଧୁବର୍ଗଙ୍କ ସହଯୋଗ ମିଳିବ। (1221, 251, 1471, 295)
event-item: ସମ୍ବର୍ଦ୍ଧନା ଅଭିଯାନ ଅବସରରେ ପ୍ରଶିକ୍ଷଣ ଶିବିର, ସ୍ଥାନ: ପଦ୍ମପୁର, ସମୟ: ସକାଳ ୧୦ଟା। (686, 504, 896, 533)
event-item: ରଥଯାତ୍ରା ପ୍ରସ୍ତୁତି ବୈଠକ, ସ୍ଥାନ: ବ୍ରଜରାଜନଗର, ସମୟ: ସକାଳ ୯ଟା ୩୦। (906, 331, 1116, 360)
event-item: ପବିତ୍ର ଗୋପାଳ ସ୍ମୃତି ସଂସଦ, ସ୍ଥାନ: କମଳ ଅନୁଷ୍ଠାନ ପରିସର, ପଟ୍ଟନାୟକ ଛକ, ସମୟ: ସନ୍ଧ୍ୟା ୬ଟା। (8, 727, 223, 771)
